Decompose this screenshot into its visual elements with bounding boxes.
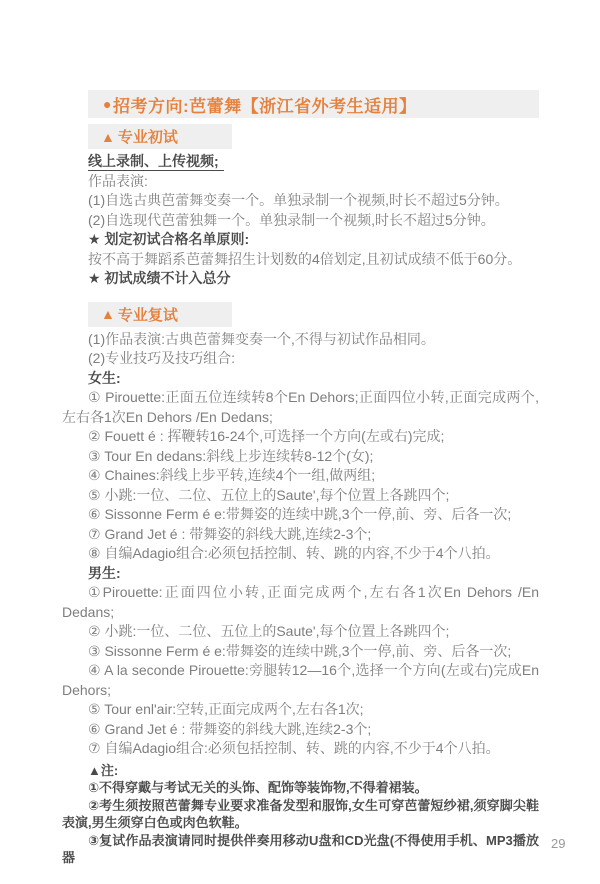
triangle-icon: ▲ <box>101 128 115 145</box>
initial-rule-title: ★ 划定初试合格名单原则: <box>88 231 250 247</box>
male-item-2: ② 小跳:一位、二位、五位上的Saute',每个位置上各跳四个; <box>88 623 450 639</box>
initial-item-2: (2)自选现代芭蕾独舞一个。单独录制一个视频,时长不超过5分钟。 <box>88 211 495 228</box>
note-item-2: ②考生须按照芭蕾舞专业要求准备发型和服饰,女生可穿芭蕾短纱裙,须穿脚尖鞋表演,男生须穿白色或肉色软鞋。 <box>62 797 539 830</box>
male-item-3: ③ Sissonne Ferm é e:带舞姿的连续中跳,3个一停,前、旁、后各一次; <box>88 642 512 659</box>
male-item-6: ⑥ Grand Jet é : 带舞姿的斜线大跳,连续2-3个; <box>88 720 372 737</box>
bullet-icon: ● <box>103 96 112 112</box>
performance-label: 作品表演: <box>88 172 148 189</box>
female-item-3: ③ Tour En dedans:斜线上步连续转8-12个(女); <box>88 447 374 464</box>
subsection-retest-bar <box>88 302 232 327</box>
record-upload-notice-text: 线上录制、上传视频; <box>88 153 224 171</box>
triangle-icon: ▲ <box>101 306 115 322</box>
female-item-1: ① Pirouette:正面五位连续转8个En Dehors;正面四位小转,正面完成两个,左右各1次En Dehors /En Dedans; <box>62 389 539 425</box>
initial-rule-note: ★ 初试成绩不计入总分 <box>88 270 231 286</box>
note-item-1: ①不得穿戴与考试无关的头饰、配饰等装饰物,不得着裙装。 <box>88 780 428 795</box>
initial-item-1: (1)自选古典芭蕾舞变奏一个。单独录制一个视频,时长不超过5分钟。 <box>88 192 509 208</box>
subsection-initial-exam-title: 专业初试 <box>117 129 178 146</box>
notes-title: ▲注: <box>88 762 119 778</box>
female-item-4: ④ Chaines:斜线上步平转,连续4个一组,做两组; <box>88 467 376 483</box>
subsection-initial-exam-bar <box>88 124 232 149</box>
record-upload-notice <box>62 152 539 172</box>
female-item-8: ⑧ 自编Adagio组合:必须包括控制、转、跳的内容,不少于4个八拍。 <box>88 545 500 561</box>
document-content <box>62 90 539 867</box>
female-item-2: ② Fouett é : 挥鞭转16-24个,可选择一个方向(左或右)完成; <box>88 428 445 444</box>
section-header-bar <box>88 90 539 118</box>
female-item-7: ⑦ Grand Jet é : 带舞姿的斜线大跳,连续2-3个; <box>88 525 372 542</box>
male-item-5: ⑤ Tour enl'air:空转,正面完成两个,左右各1次; <box>88 701 364 717</box>
page-title: 招考方向:芭蕾舞【浙江省外考生适用】 <box>112 96 417 116</box>
page-number: 29 <box>551 836 566 851</box>
initial-rule-text: 按不高于舞蹈系芭蕾舞招生计划数的4倍划定,且初试成绩不低于60分。 <box>88 250 522 267</box>
male-item-4: ④ A la seconde Pirouette:旁腿转12—16个,选择一个方向(左或右)完成En Dehors; <box>62 662 539 698</box>
subsection-retest-title: 专业复试 <box>117 306 178 324</box>
notes-section <box>62 762 539 867</box>
male-item-7: ⑦ 自编Adagio组合:必须包括控制、转、跳的内容,不少于4个八拍。 <box>88 740 500 756</box>
female-label: 女生: <box>88 369 121 386</box>
male-item-1: ①Pirouette:正面四位小转,正面完成两个,左右各1次En Dehors /En Dedans; <box>62 584 539 620</box>
note-item-3: ③复试作品表演请同时提供伴奏用移动U盘和CD光盘(不得使用手机、MP3播放器 <box>62 832 539 865</box>
male-label: 男生: <box>88 564 121 581</box>
retest-item-1: (1)作品表演:古典芭蕾舞变奏一个,不得与初试作品相同。 <box>88 330 435 347</box>
female-item-6: ⑥ Sissonne Ferm é e:带舞姿的连续中跳,3个一停,前、旁、后各一次; <box>88 506 512 522</box>
retest-item-2: (2)专业技巧及技巧组合: <box>88 350 235 366</box>
female-item-5: ⑤ 小跳:一位、二位、五位上的Saute',每个位置上各跳四个; <box>88 486 450 503</box>
